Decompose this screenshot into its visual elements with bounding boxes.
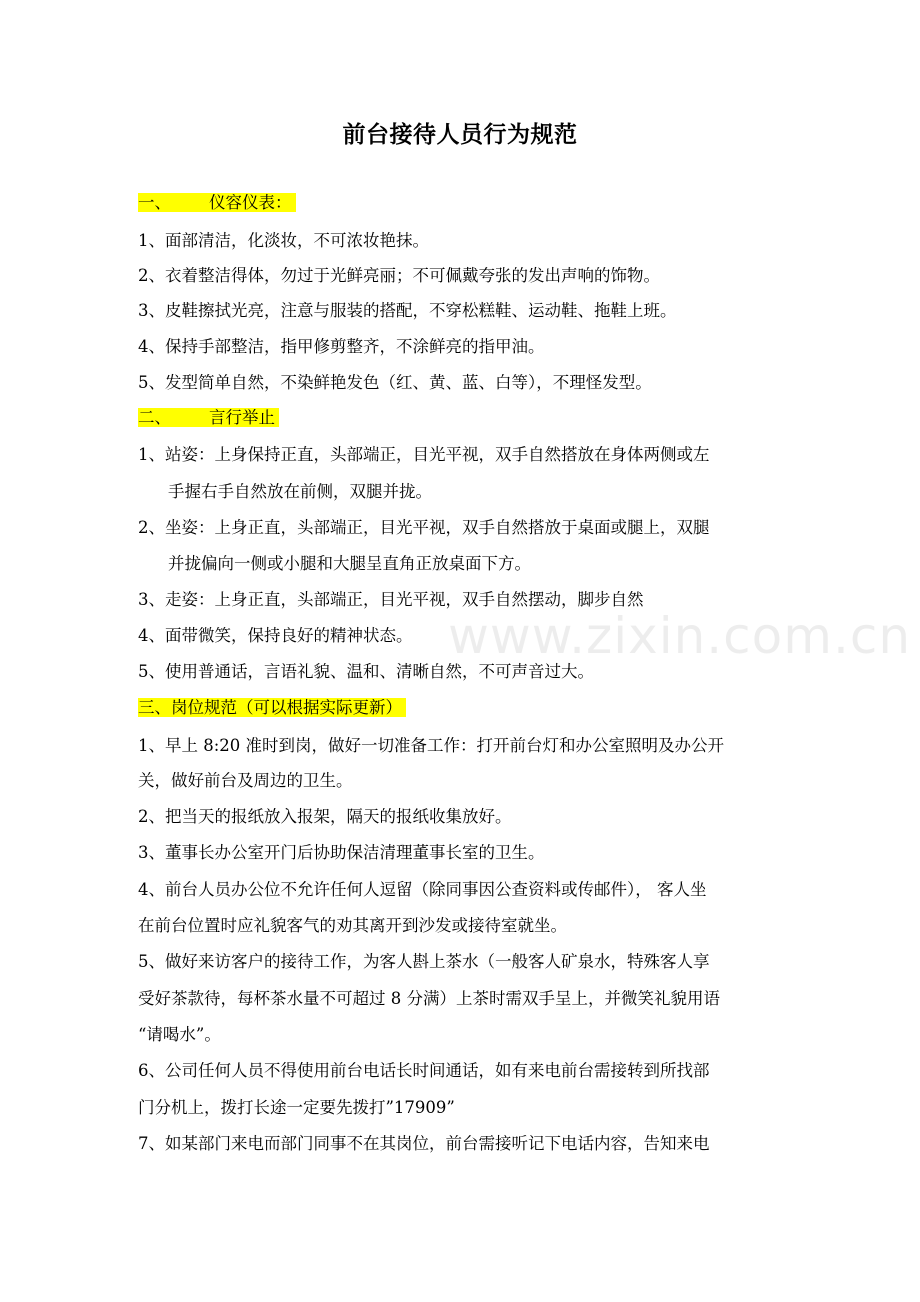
paragraph-line: 手握右手自然放在前侧，双腿并拢。	[168, 482, 432, 501]
section-heading-3	[138, 695, 406, 721]
paragraph-line: 4、前台人员办公位不允许任何人逗留（除同事因公查资料或传邮件）， 客人坐	[138, 880, 707, 899]
paragraph-line: 2、坐姿：上身正直，头部端正，目光平视，双手自然搭放于桌面或腿上，双腿	[138, 518, 710, 537]
paragraph-line: 5、发型简单自然，不染鲜艳发色（红、黄、蓝、白等），不理怪发型。	[138, 373, 652, 392]
section-heading-number: 一、	[138, 193, 171, 212]
section-heading-text: 言行举止	[209, 408, 275, 427]
section-heading-2	[138, 405, 279, 431]
paragraph-line: 7、如某部门来电而部门同事不在其岗位，前台需接听记下电话内容，告知来电	[138, 1134, 710, 1153]
paragraph-line: 2、衣着整洁得体，勿过于光鲜亮丽；不可佩戴夸张的发出声响的饰物。	[138, 266, 660, 285]
paragraph-line: 3、董事长办公室开门后协助保洁清理董事长室的卫生。	[138, 843, 545, 862]
paragraph-line: 关，做好前台及周边的卫生。	[138, 771, 353, 790]
section-heading-highlight: 三、岗位规范（可以根据实际更新）	[138, 698, 406, 717]
section-heading-1	[138, 190, 296, 216]
section-heading-highlight	[138, 408, 279, 427]
paragraph-line: 2、把当天的报纸放入报架，隔天的报纸收集放好。	[138, 807, 512, 826]
paragraph-line: 1、站姿：上身保持正直，头部端正，目光平视，双手自然搭放在身体两侧或左	[138, 445, 710, 464]
paragraph-line: 3、皮鞋擦拭光亮，注意与服装的搭配，不穿松糕鞋、运动鞋、拖鞋上班。	[138, 301, 677, 320]
section-heading-text: 仪容仪表：	[209, 193, 292, 212]
section-heading-highlight	[138, 193, 296, 212]
paragraph-line: 6、公司任何人员不得使用前台电话长时间通话，如有来电前台需接转到所找部	[138, 1061, 710, 1080]
paragraph-line: 并拢偏向一侧或小腿和大腿呈直角正放桌面下方。	[168, 554, 531, 573]
paragraph-line: 在前台位置时应礼貌客气的劝其离开到沙发或接待室就坐。	[138, 916, 567, 935]
document-title: 前台接待人员行为规范	[342, 122, 578, 148]
paragraph-line: 门分机上，拨打长途一定要先拨打”17909”	[138, 1098, 455, 1117]
section-heading-number: 二、	[138, 408, 171, 427]
paragraph-line: 1、早上 8:20 准时到岗，做好一切准备工作：打开前台灯和办公室照明及办公开	[138, 736, 725, 755]
paragraph-line: 5、使用普通话，言语礼貌、温和、清晰自然，不可声音过大。	[138, 662, 594, 681]
paragraph-line: 5、做好来访客户的接待工作，为客人斟上茶水（一般客人矿泉水，特殊客人享	[138, 952, 710, 971]
paragraph-line: 3、走姿：上身正直，头部端正，目光平视，双手自然摆动，脚步自然	[138, 590, 644, 609]
paragraph-line: 4、保持手部整洁，指甲修剪整齐，不涂鲜亮的指甲油。	[138, 337, 545, 356]
paragraph-line: 1、面部清洁，化淡妆，不可浓妆艳抹。	[138, 231, 429, 250]
watermark: www.zixin.com.cn	[448, 607, 912, 665]
paragraph-line: 受好茶款待，每杯茶水量不可超过 8 分满）上茶时需双手呈上，并微笑礼貌用语	[138, 989, 720, 1008]
paragraph-line: “请喝水”。	[138, 1025, 221, 1044]
paragraph-line: 4、面带微笑，保持良好的精神状态。	[138, 626, 413, 645]
